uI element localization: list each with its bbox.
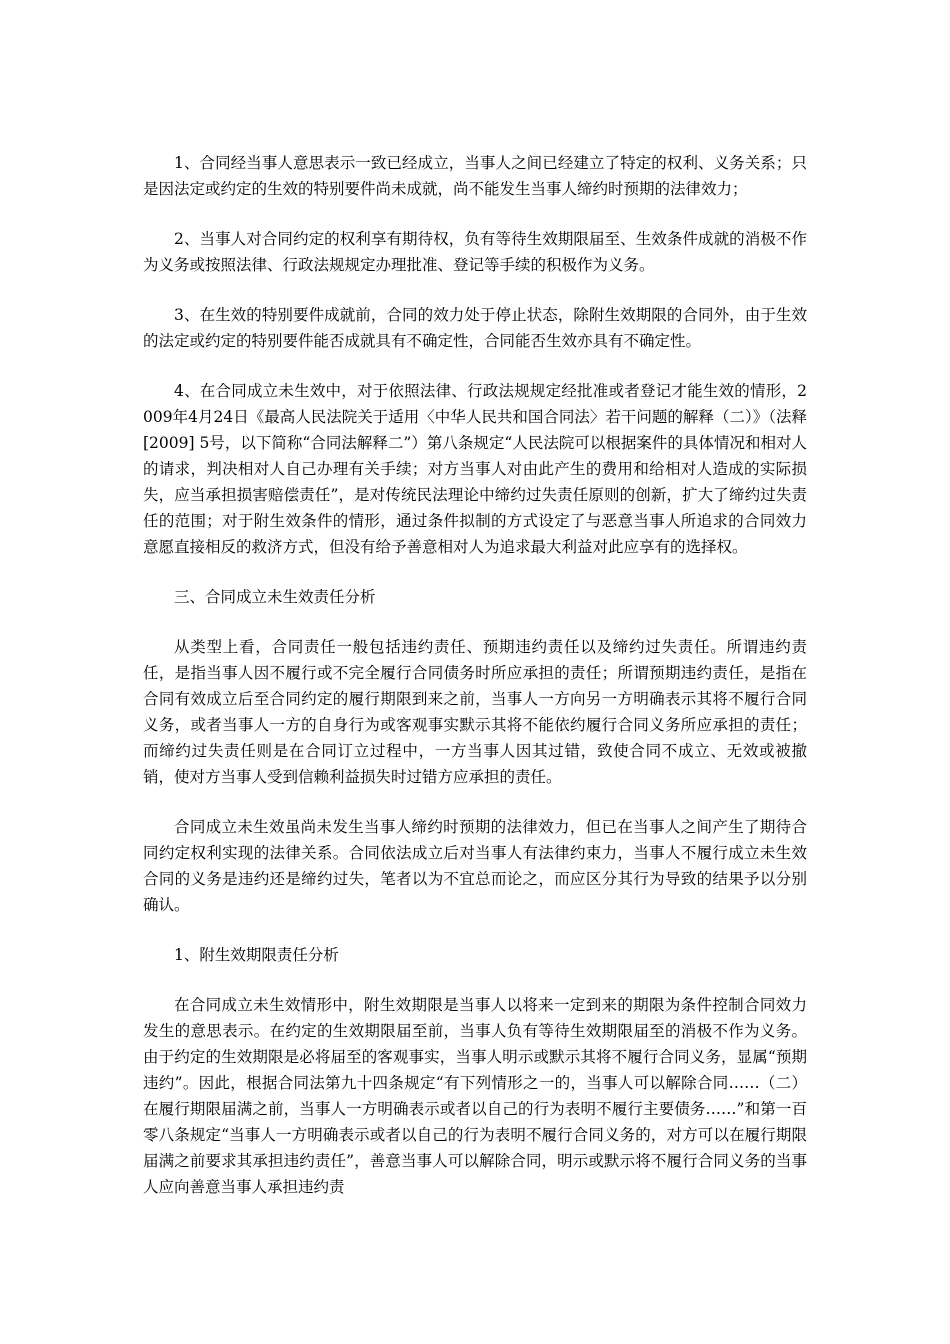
- paragraph-effective-term: 在合同成立未生效情形中，附生效期限是当事人以将来一定到来的期限为条件控制合同效力发生的意思表示。在约定的生效期限届至前，当事人负有等待生效期限届至的消极不作为义务。由于约定的生效期限是必将届至的客观事实，当事人明示或默示其将不履行合同义务，显属“预期违约”。因此，根据合同法第九十四条规定“有下列情形之一的，当事人可以解除合同……（二）在履行期限届满之前，当事人一方明确表示或者以自己的行为表明不履行主要债务……”和第一百零八条规定“当事人一方明确表示或者以自己的行为表明不履行合同义务的，对方可以在履行期限届满之前要求其承担违约责任”，善意当事人可以解除合同，明示或默示将不履行合同义务的当事人应向善意当事人承担违约责: [143, 996, 807, 1196]
- paragraph-liability-analysis: 合同成立未生效虽尚未发生当事人缔约时预期的法律效力，但已在当事人之间产生了期待合同约定权利实现的法律关系。合同依法成立后对当事人有法律约束力，当事人不履行成立未生效合同的义务是违约还是缔约过失，笔者以为不宜总而论之，而应区分其行为导致的结果予以分别确认。: [143, 818, 807, 914]
- document-body: [143, 150, 807, 1224]
- paragraph-liability-types: 从类型上看，合同责任一般包括违约责任、预期违约责任以及缔约过失责任。所谓违约责任，是指当事人因不履行或不完全履行合同债务时所应承担的责任；所谓预期违约责任，是指在合同有效成立后至合同约定的履行期限到来之前，当事人一方向另一方明确表示其将不履行合同义务，或者当事人一方的自身行为或客观事实默示其将不能依约履行合同义务所应承担的责任；而缔约过失责任则是在合同订立过程中，一方当事人因其过错，致使合同不成立、无效或被撤销，使对方当事人受到信赖利益损失时过错方应承担的责任。: [143, 638, 807, 786]
- paragraph-4: 4、在合同成立未生效中，对于依照法律、行政法规规定经批准或者登记才能生效的情形，2009年4月24日《最高人民法院关于适用〈中华人民共和国合同法〉若干问题的解释（二）》（法释[2009] 5号，以下简称“合同法解释二”）第八条规定“人民法院可以根据案件的具体情况和相对人的请求，判决相对人自己办理有关手续；对方当事人对由此产生的费用和给相对人造成的实际损失，应当承担损害赔偿责任”，是对传统民法理论中缔约过失责任原则的创新，扩大了缔约过失责任的范围；对于附生效条件的情形，通过条件拟制的方式设定了与恶意当事人所追求的合同效力意愿直接相反的救济方式，但没有给予善意相对人为追求最大利益对此应享有的选择权。: [143, 382, 807, 556]
- paragraph-1: 1、合同经当事人意思表示一致已经成立，当事人之间已经建立了特定的权利、义务关系；只是因法定或约定的生效的特别要件尚未成就，尚不能发生当事人缔约时预期的法律效力；: [143, 154, 807, 198]
- section-heading-3: 三、合同成立未生效责任分析: [174, 588, 376, 606]
- subsection-heading-1: 1、附生效期限责任分析: [174, 946, 339, 964]
- paragraph-2: 2、当事人对合同约定的权利享有期待权，负有等待生效期限届至、生效条件成就的消极不作为义务或按照法律、行政法规规定办理批准、登记等手续的积极作为义务。: [143, 230, 807, 274]
- paragraph-3: 3、在生效的特别要件成就前，合同的效力处于停止状态，除附生效期限的合同外，由于生效的法定或约定的特别要件能否成就具有不确定性，合同能否生效亦具有不确定性。: [143, 306, 807, 350]
